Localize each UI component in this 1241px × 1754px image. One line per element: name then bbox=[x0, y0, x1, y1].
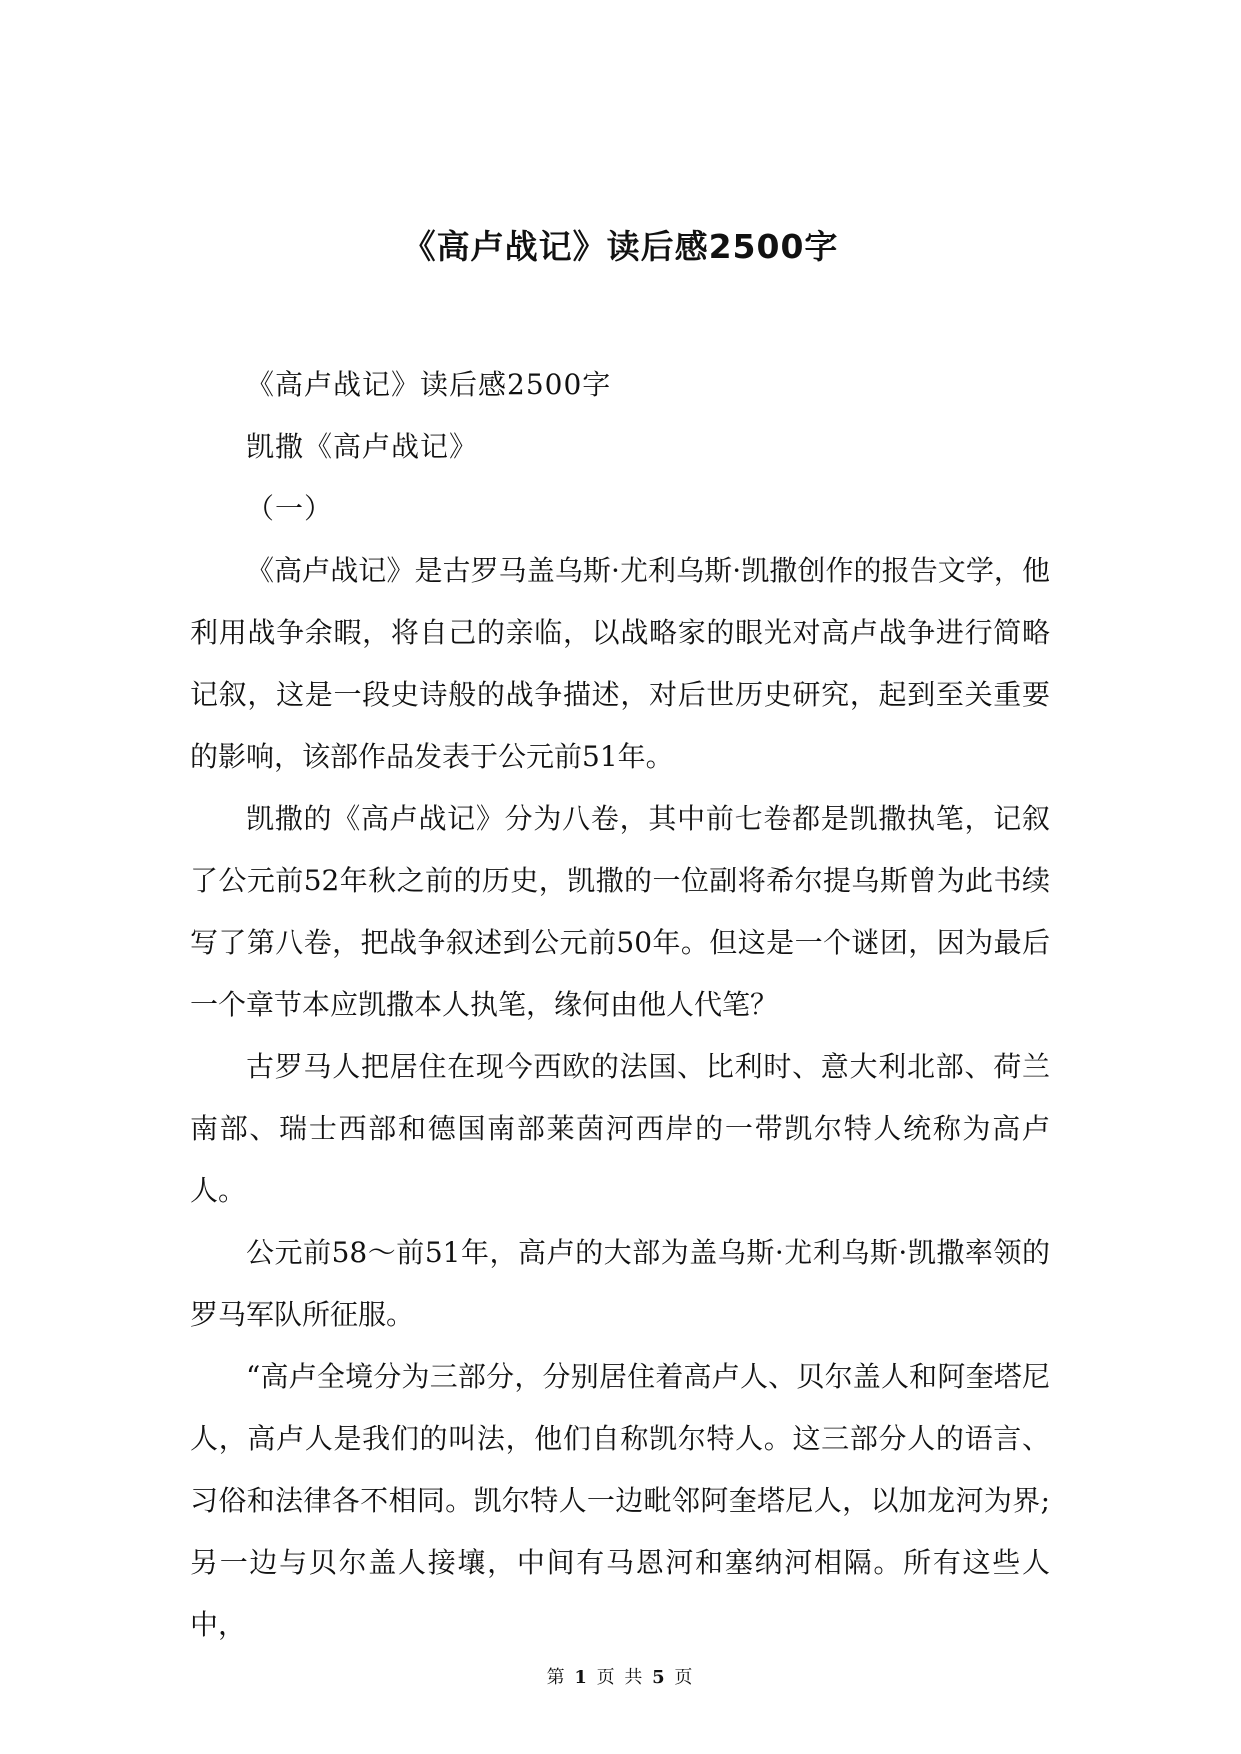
body-paragraph: 古罗马人把居住在现今西欧的法国、比利时、意大利北部、荷兰南部、瑞士西部和德国南部莱茵河西岸的一带凯尔特人统称为高卢人。 bbox=[190, 1050, 1050, 1207]
body-paragraph: 凯撒的《高卢战记》分为八卷，其中前七卷都是凯撒执笔，记叙了公元前52年秋之前的历史，凯撒的一位副将希尔提乌斯曾为此书续写了第八卷，把战争叙述到公元前50年。但这是一个谜团，因为最后一个章节本应凯撒本人执笔，缘何由他人代笔？ bbox=[190, 802, 1050, 1021]
subtitle-line: 《高卢战记》读后感2500字 bbox=[246, 368, 612, 401]
document-body bbox=[190, 354, 1050, 1656]
current-page-number: 1 bbox=[574, 1667, 589, 1688]
section-marker: （一） bbox=[246, 492, 334, 525]
body-paragraph: “高卢全境分为三部分，分别居住着高卢人、贝尔盖人和阿奎塔尼人，高卢人是我们的叫法，他们自称凯尔特人。这三部分人的语言、习俗和法律各不相同。凯尔特人一边毗邻阿奎塔尼人，以加龙河为界;另一边与贝尔盖人接壤，中间有马恩河和塞纳河相隔。所有这些人中， bbox=[190, 1360, 1050, 1641]
body-paragraph: 《高卢战记》是古罗马盖乌斯·尤利乌斯·凯撒创作的报告文学，他利用战争余暇，将自己的亲临，以战略家的眼光对高卢战争进行简略记叙，这是一段史诗般的战争描述，对后世历史研究，起到至关重要的影响，该部作品发表于公元前51年。 bbox=[190, 554, 1050, 773]
page-footer bbox=[0, 1666, 1241, 1690]
body-paragraph: 公元前58～前51年，高卢的大部为盖乌斯·尤利乌斯·凯撒率领的罗马军队所征服。 bbox=[190, 1236, 1050, 1331]
footer-middle: 页 共 bbox=[596, 1667, 645, 1688]
footer-suffix: 页 bbox=[674, 1667, 695, 1688]
byline: 凯撒《高卢战记》 bbox=[246, 430, 479, 463]
document-title: 《高卢战记》读后感2500字 bbox=[402, 227, 839, 266]
total-pages-number: 5 bbox=[652, 1667, 667, 1688]
footer-prefix: 第 bbox=[546, 1667, 567, 1688]
